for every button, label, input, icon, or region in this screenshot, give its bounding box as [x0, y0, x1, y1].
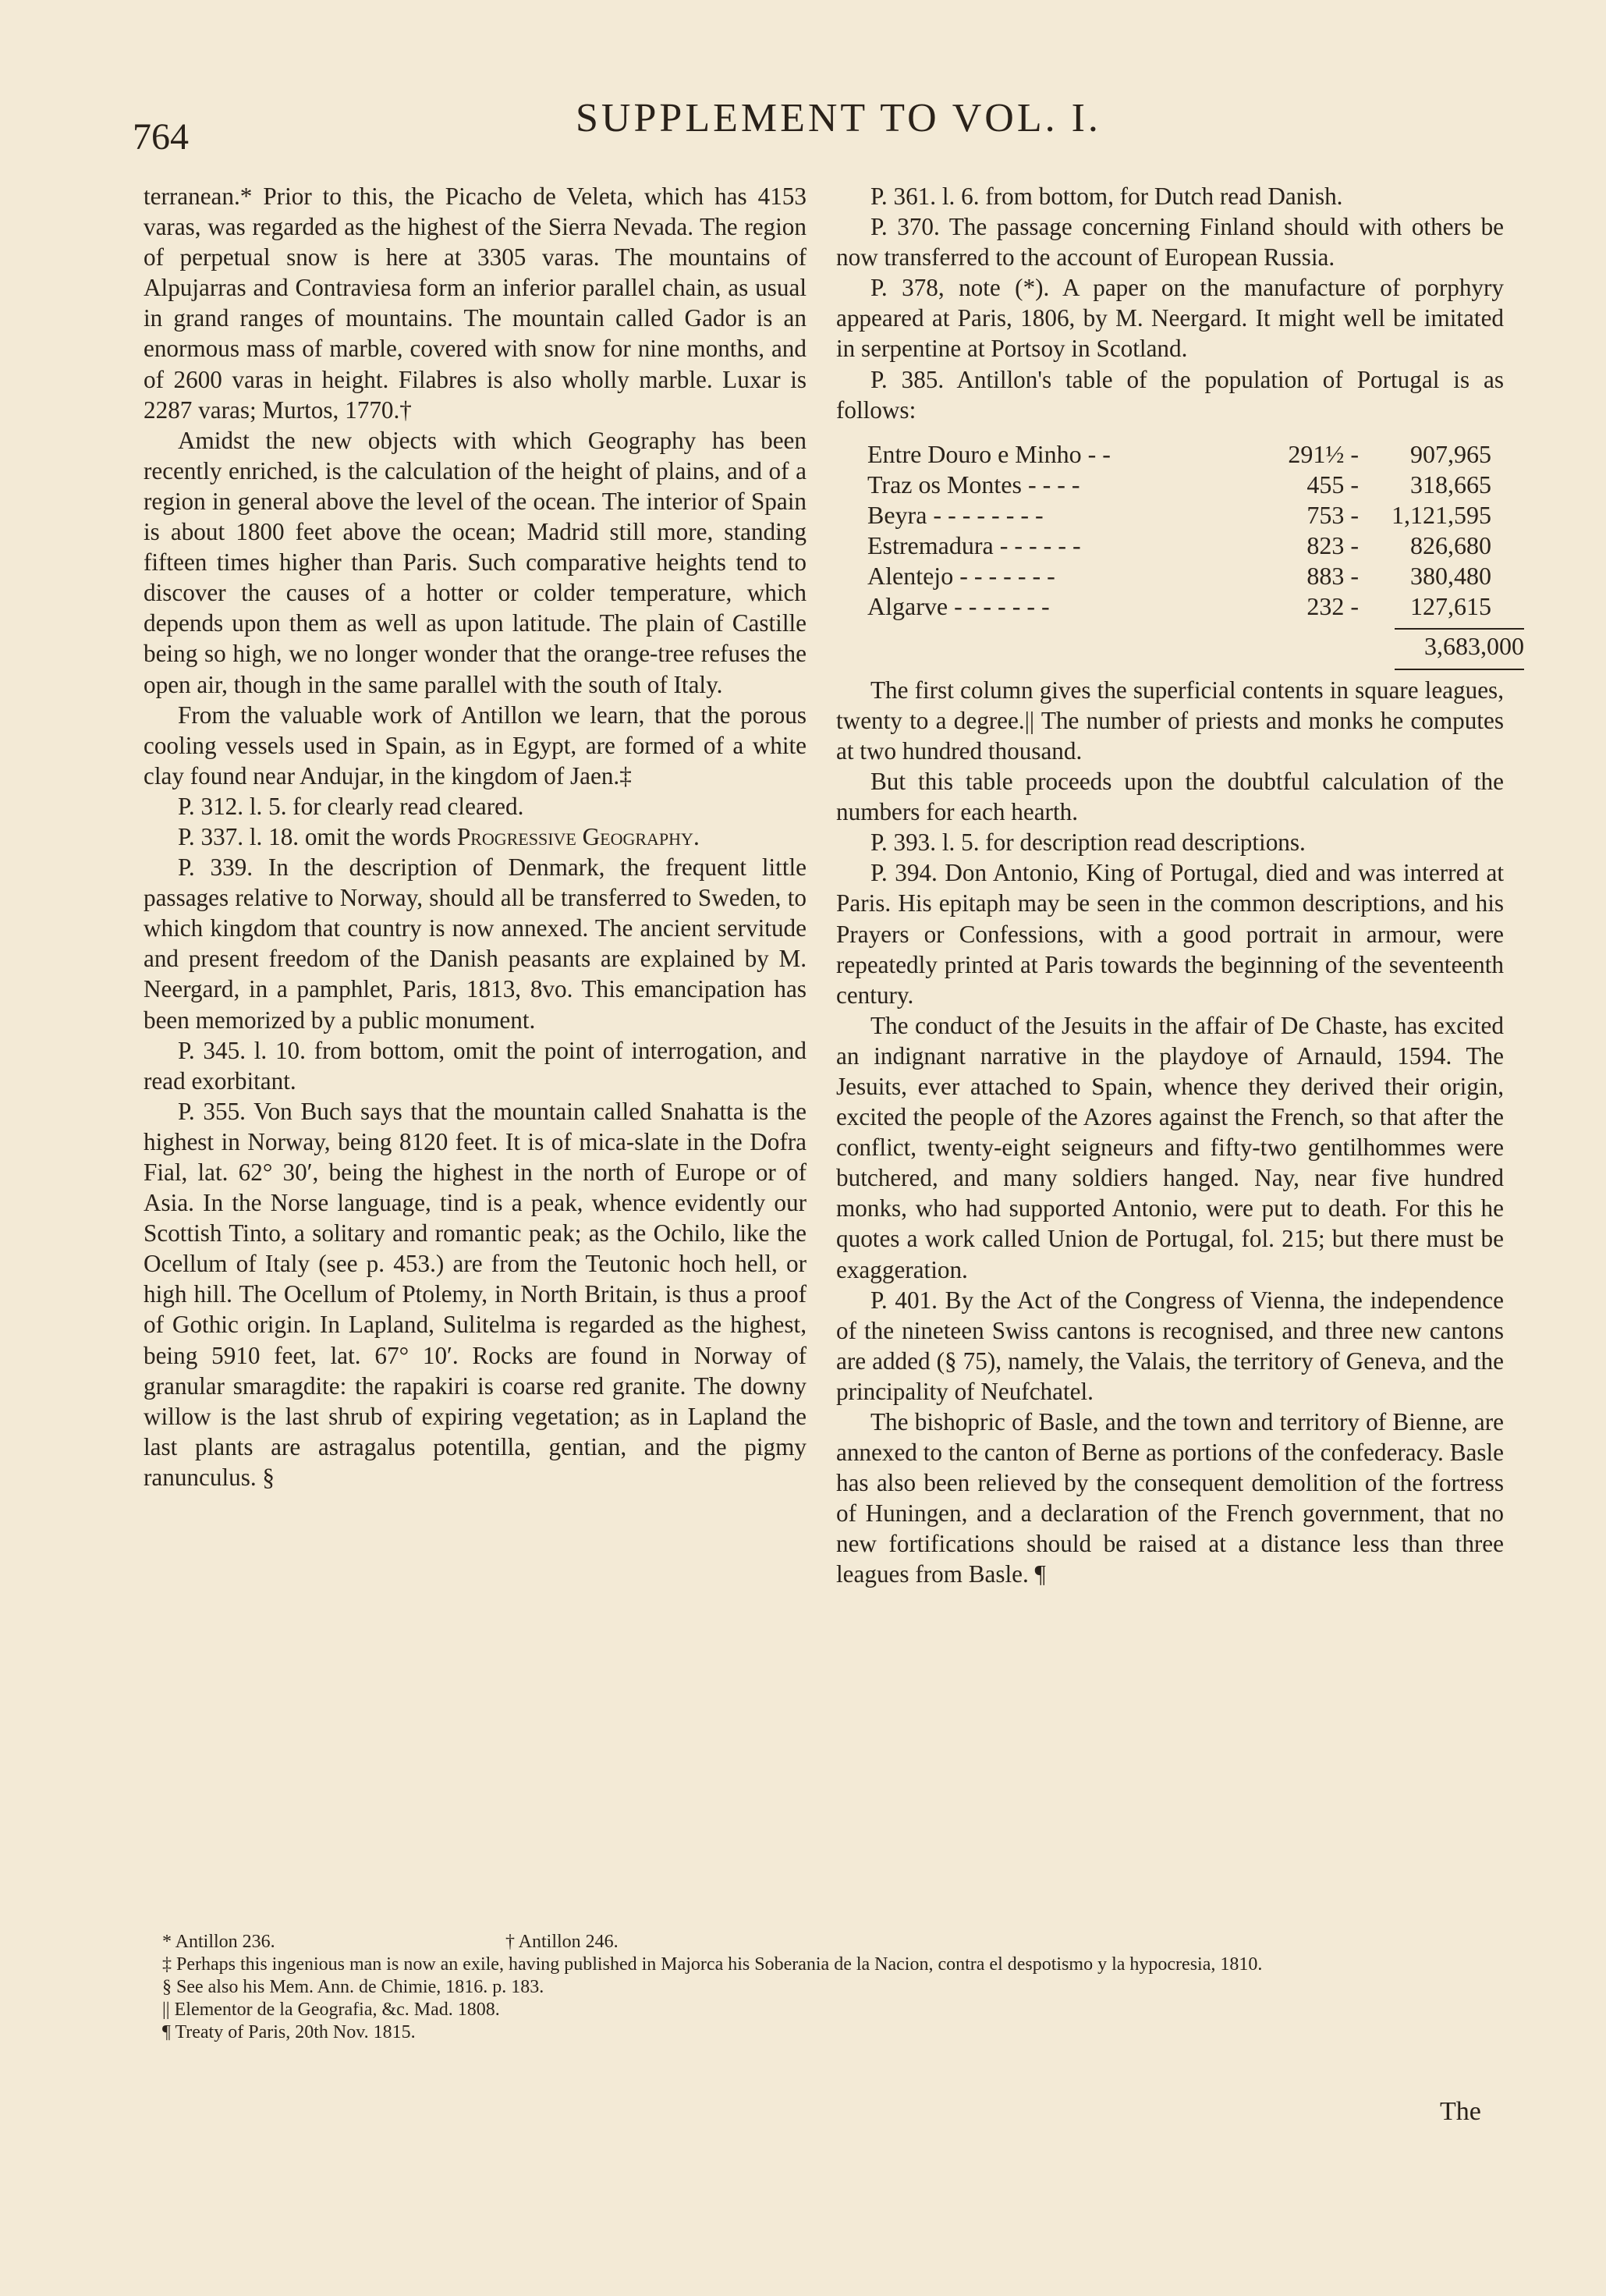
population-total: 3,683,000 [1424, 631, 1524, 660]
left-para-8: P. 355. Von Buch says that the mountain called Snahatta is the highest in Norway, being 8120 feet. It is of mica-slate in the Dofra Fial, lat. 62° 30′, being the highest in the north of Europe or of Asia. In the Norse language, tind is a peak, whence evidently our Scottish Tinto, a solitary and romantic peak; as the Ochilo, like the Ocellum of Italy (see p. 453.) are from the Teutonic hoch hell, or high hill. The Ocellum of Ptolemy, in North Britain, is thus a proof of Gothic origin. In Lapland, Sulitelma is regarded as the highest, being 5910 feet, lat. 67° 10′. Rocks are found in Norway of granular smaragdite: the rapakiri is coarse red granite. The downy willow is the last shrub of expiring vegetation; as in Lapland the last plants are astragalus potentilla, gentian, and the pigmy ranunculus. § [144, 1097, 807, 1491]
left-para-6: P. 339. In the description of Denmark, the frequent little passages relative to Norway, should all be transferred to Sweden, to which kingdom that country is now annexed. The ancient servitude and present freedom of the Danish peasants are explained by M. Neergard, in a pamphlet, Paris, 1813, 8vo. This emancipation has been memorized by a public monument. [144, 853, 807, 1034]
province-name: Algarve - - - - - - - [867, 591, 1050, 620]
left-para-2: Amidst the new objects with which Geography has been recently enriched, is the calculation of the height of plains, and of a region in general above the level of the ocean. The interior of Spain is about 1800 feet above the ocean; Madrid still more, standing fifteen times higher than Paris. Such comparative heights tend to discover the causes of a hotter or colder temperature, which depends upon them as well as upon latitude. The plain of Castille being so high, we no longer wonder that the orange-tree refuses the open air, though in the same parallel with the south of Italy. [144, 426, 807, 698]
total-rule-bottom [1395, 669, 1524, 670]
province-name: Beyra - - - - - - - - [867, 500, 1044, 529]
left-para-5 [144, 822, 807, 852]
right-para-4: P. 385. Antillon's table of the population of Portugal is as follows: [836, 365, 1504, 424]
province-population: 1,121,595 [1392, 500, 1491, 529]
province-name: Alentejo - - - - - - - [867, 561, 1055, 590]
table-row [867, 561, 1491, 591]
province-name: Entre Douro e Minho - - [867, 439, 1111, 468]
running-head: SUPPLEMENT TO VOL. I. [576, 96, 1101, 140]
footnote-1: * Antillon 236. [162, 1932, 275, 1952]
right-column [836, 181, 1524, 1590]
page-header [133, 92, 1474, 158]
table-row [867, 439, 1491, 470]
right-para-5: The first column gives the superficial contents in square leagues, twenty to a degree.|| The number of priests and monks he computes at two hundred thousand. [836, 676, 1504, 765]
footnote-6: ¶ Treaty of Paris, 20th Nov. 1815. [162, 2022, 416, 2042]
left-column [144, 181, 807, 1492]
population-table [867, 439, 1491, 622]
footnote-5: || Elementor de la Geografia, &c. Mad. 1808. [162, 2000, 500, 2020]
footnote-2: † Antillon 246. [505, 1932, 619, 1952]
right-para-8: P. 394. Don Antonio, King of Portugal, died and was interred at Paris. His epitaph may be seen in the common descriptions, and his Prayers or Confessions, with a good portrait in armour, were repeatedly printed at Paris towards the beginning of the seventeenth century. [836, 859, 1504, 1009]
right-para-7: P. 393. l. 5. for description read descriptions. [870, 829, 1306, 857]
right-para-2: P. 370. The passage concerning Finland should with others be now transferred to the account of European Russia. [836, 213, 1504, 271]
footnote-4: § See also his Mem. Ann. de Chimie, 1816. p. 183. [162, 1977, 544, 1997]
right-para-10: P. 401. By the Act of the Congress of Vienna, the independence of the nineteen Swiss cantons is recognised, and three new cantons are added (§ 75), namely, the Valais, the territory of Geneva, and the principality of Neufchatel. [836, 1286, 1504, 1405]
province-area: 753 - [1306, 500, 1359, 529]
total-rule-top [1395, 628, 1524, 630]
left-para-3: From the valuable work of Antillon we learn, that the porous cooling vessels used in Spain, as in Egypt, are formed of a white clay found near Andujar, in the kingdom of Jaen.‡ [144, 701, 807, 790]
right-para-6: But this table proceeds upon the doubtful calculation of the numbers for each hearth. [836, 768, 1504, 826]
province-name: Estremadura - - - - - - [867, 531, 1081, 559]
footnote-3: ‡ Perhaps this ingenious man is now an exile, having published in Majorca his Soberania de la Nacion, contra el despotismo y la hypocresia, 1810. [162, 1954, 1263, 1975]
province-area: 232 - [1306, 591, 1359, 620]
table-row [867, 500, 1491, 531]
left-para-4: P. 312. l. 5. for clearly read cleared. [178, 792, 524, 820]
right-para-9: The conduct of the Jesuits in the affair of De Chaste, has excited an indignant narrative in the playdoye of Arnauld, 1594. The Jesuits, ever attached to Spain, whence they derived their origin, excited the people of the Azores against the French, so that after the conflict, twenty-eight seigneurs and fifty-two gentilhommes were butchered, and many soldiers hanged. Nay, near five hundred monks, who had supported Antonio, were put to death. For this he quotes a work called Union de Portugal, fol. 215; but there must be exaggeration. [836, 1011, 1504, 1283]
right-para-3: P. 378, note (*). A paper on the manufacture of porphyry appeared at Paris, 1806, by M. Neergard. It might well be imitated in serpentine at Portsoy in Scotland. [836, 274, 1504, 363]
footnote-row-1 [144, 1931, 1516, 1954]
left-para-5-text: P. 337. l. 18. omit the words [178, 822, 457, 850]
table-row [867, 531, 1491, 561]
province-name: Traz os Montes - - - - [867, 470, 1080, 499]
footnotes [144, 1931, 1516, 2044]
province-area: 291½ - [1288, 439, 1359, 468]
province-population: 127,615 [1410, 591, 1491, 620]
table-row [867, 470, 1491, 500]
left-para-1: terranean.* Prior to this, the Picacho de Veleta, which has 4153 varas, was regarded as the highest of the Sierra Nevada. The region of perpetual snow is here at 3305 varas. The mountains of Alpujarras and Contraviesa form an inferior parallel chain, as usual in grand ranges of mountains. The mountain called Gador is an enormous mass of marble, covered with snow for nine months, and of 2600 varas in height. Filabres is also wholly marble. Luxar is 2287 varas; Murtos, 1770.† [144, 183, 807, 424]
province-population: 907,965 [1410, 439, 1491, 468]
page-number: 764 [133, 116, 189, 158]
left-para-7: P. 345. l. 10. from bottom, omit the point of interrogation, and read exorbitant. [144, 1036, 807, 1095]
province-population: 380,480 [1410, 561, 1491, 590]
province-area: 455 - [1306, 470, 1359, 499]
table-total [867, 622, 1524, 675]
province-population: 318,665 [1410, 470, 1491, 499]
province-area: 883 - [1306, 561, 1359, 590]
table-row [867, 591, 1491, 622]
province-area: 823 - [1306, 531, 1359, 559]
right-para-11: The bishopric of Basle, and the town and territory of Bienne, are annexed to the canton of Berne as portions of the confederacy. Basle has also been relieved by the consequent demolition of the fortress of Huningen, and a declaration of the French government, that no new fortifications should be raised at a distance less than three leagues from Basle. ¶ [836, 1408, 1504, 1588]
right-para-1: P. 361. l. 6. from bottom, for Dutch read Danish. [870, 183, 1343, 210]
catchword: The [1440, 2097, 1481, 2126]
left-para-5-smallcaps: Progressive Geography. [456, 822, 700, 850]
province-population: 826,680 [1410, 531, 1491, 559]
